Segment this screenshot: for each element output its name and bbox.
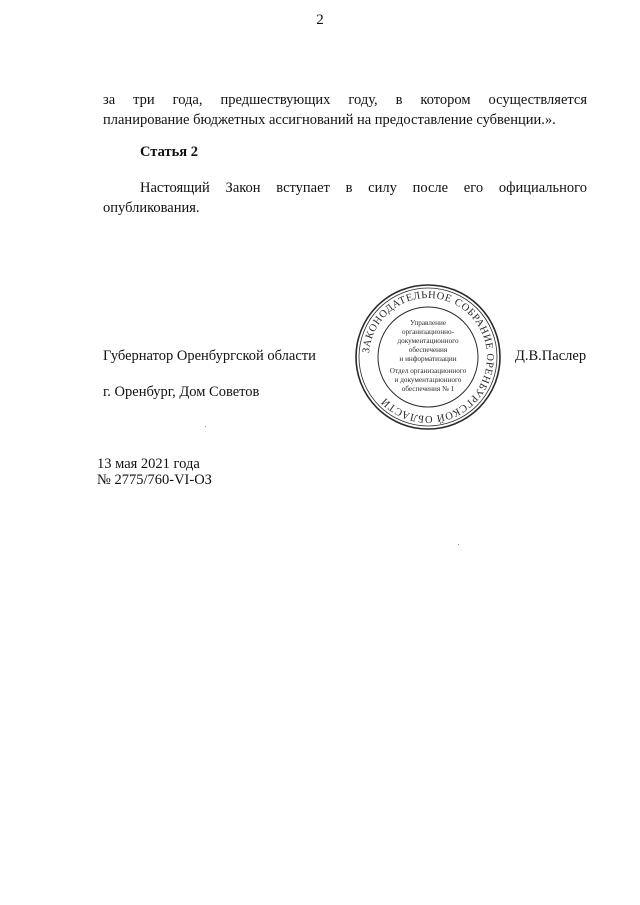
document-number: № 2775/760-VI-ОЗ (97, 472, 212, 488)
seal-inner-line: и информатизации (399, 355, 457, 363)
seal-graphic (354, 283, 502, 431)
signatory-name: Д.В.Паслер (515, 348, 587, 364)
page-number: 2 (316, 12, 324, 28)
paragraph-line: за три года, предшествующих году, в котором осуществляется (103, 92, 587, 108)
scan-speck (205, 426, 206, 427)
paragraph-line: опубликования. (103, 200, 200, 216)
seal-ring-text: ЗАКОНОДАТЕЛЬНОЕ СОБРАНИЕ ОРЕНБУРГСКОЙ ОБЛАСТИ (361, 289, 496, 425)
seal-inner-line: документационного (397, 337, 459, 345)
official-seal (354, 283, 502, 431)
document-date: 13 мая 2021 года (97, 456, 200, 472)
seal-inner-line: Отдел организационного (389, 367, 467, 375)
seal-inner-line: обеспечения № 1 (401, 385, 455, 393)
paragraph-line: планирование бюджетных ассигнований на предоставление субвенции.». (103, 112, 556, 128)
signing-place: г. Оренбург, Дом Советов (103, 384, 260, 400)
seal-inner-line: организационно- (401, 328, 455, 336)
paragraph-continuation (103, 90, 587, 130)
signatory-position: Губернатор Оренбургской области (103, 348, 316, 364)
seal-inner-line: и документационного (394, 376, 462, 384)
article-2-text (103, 178, 587, 218)
article-title: Статья 2 (140, 144, 198, 160)
scan-speck (458, 544, 459, 545)
seal-inner-line: обеспечения (408, 346, 448, 354)
seal-inner-line: Управление (409, 319, 447, 327)
paragraph-line: Настоящий Закон вступает в силу после его официального (140, 180, 587, 196)
